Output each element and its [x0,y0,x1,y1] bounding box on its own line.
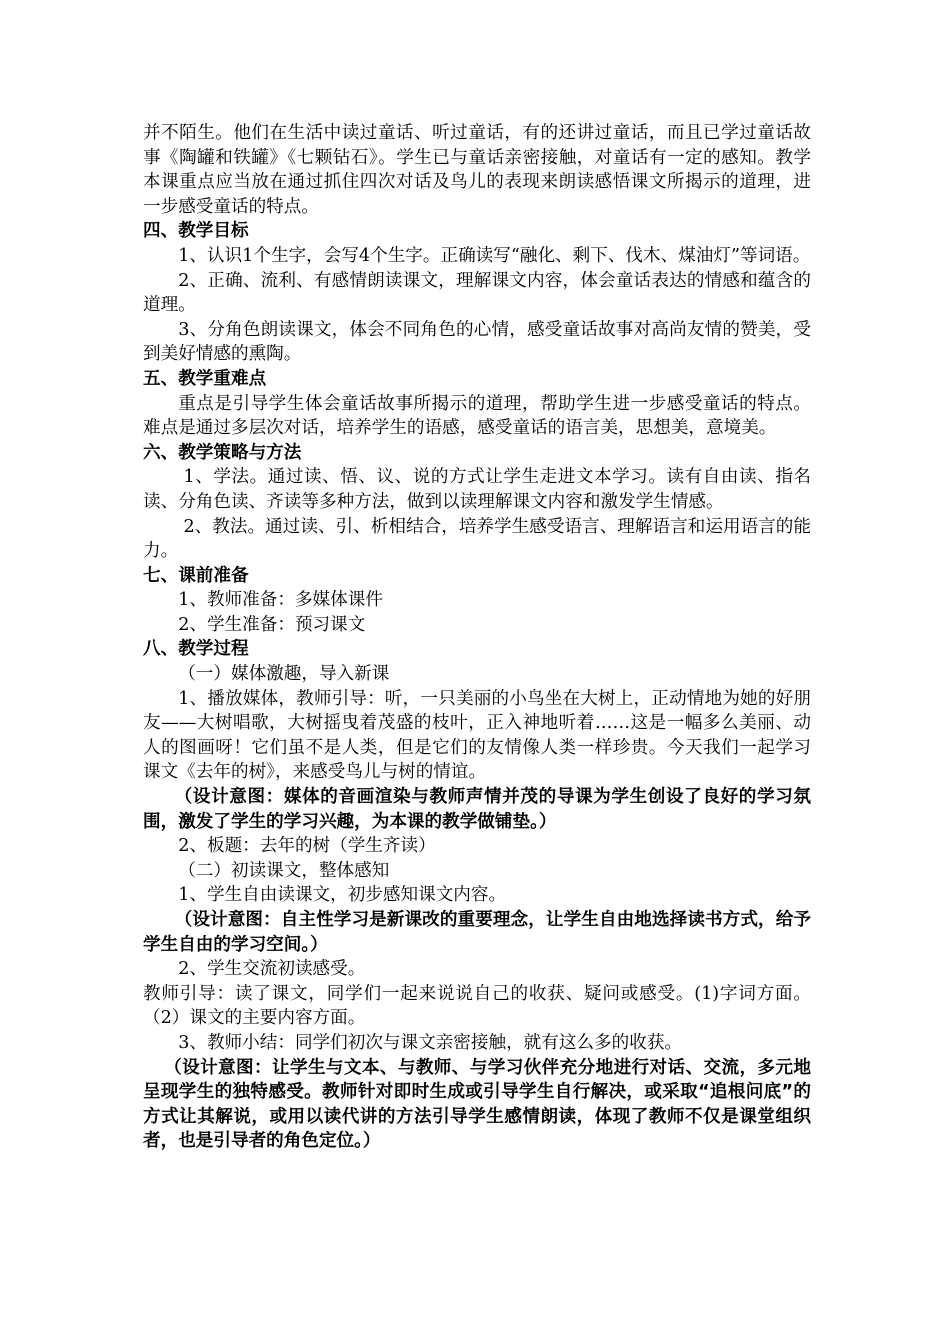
paragraph-goal-1: 1、认识1个生字，会写4个生字。正确读写“融化、剩下、伐木、煤油灯”等词语。 [178,245,811,266]
paragraph-step-2-title: （二）初读课文，整体感知 [178,860,390,881]
heading-key-points: 五、教学重难点 [143,368,267,389]
paragraph-key-points: 重点是引导学生体会童话故事所揭示的道理，帮助学生进一步感受童话的特点。难点是通过多层次对话，培养学生的语感，感受童话的语言美，思想美，意境美。 [143,393,811,439]
heading-strategies: 六、教学策略与方法 [143,442,302,463]
heading-teaching-goals: 四、教学目标 [143,221,249,242]
heading-preparation: 七、课前准备 [143,565,249,586]
paragraph-board-title: 2、板题：去年的树（学生齐读） [178,836,436,857]
paragraph-share-feelings: 2、学生交流初读感受。 [178,959,366,980]
paragraph-step-1-title: （一）媒体激趣，导入新课 [178,664,390,685]
document-page [143,121,811,1154]
paragraph-teacher-summary: 3、教师小结：同学们初次与课文亲密接触，就有这么多的收获。 [178,1032,683,1053]
paragraph-goal-3: 3、分角色朗读课文，体会不同角色的心情，感受童话故事对高尚友情的赞美，受到美好情感的熏陶。 [143,319,811,365]
paragraph-intro: 并不陌生。他们在生活中读过童话、听过童话，有的还讲过童话，而且已学过童话故事《陶罐和铁罐》《七颗钻石》。学生已与童话亲密接触，对童话有一定的感知。教学本课重点应当放在通过抓住四次对话及鸟儿的表现来朗读感悟课文所揭示的道理，进一步感受童话的特点。 [143,123,811,217]
paragraph-step-1-media: 1、播放媒体，教师引导：听，一只美丽的小鸟坐在大树上，正动情地为她的好朋友——大树唱歌，大树摇曳着茂盛的枝叶，正入神地听着……这是一幅多么美丽、动人的图画呀！它们虽不是人类，但是它们的友情像人类一样珍贵。今天我们一起学习课文《去年的树》，来感受鸟儿与树的情谊。 [143,688,811,783]
paragraph-goal-2: 2、正确、流利、有感情朗读课文，理解课文内容，体会童话表达的情感和蕴含的道理。 [143,270,811,316]
design-intent-2: （设计意图：自主性学习是新课改的重要理念，让学生自由地选择读书方式，给予学生自由的学习空间。） [143,910,811,955]
heading-process: 八、教学过程 [143,639,249,660]
paragraph-teacher-prep: 1、教师准备：多媒体课件 [178,590,383,611]
paragraph-student-prep: 2、学生准备：预习课文 [178,614,366,635]
design-intent-3: （设计意图：让学生与文本、与教师、与学习伙伴充分地进行对话、交流，多元地呈现学生的独特感受。教师针对即时生成或引导学生自行解决，或采取“追根问底”的方式让其解说，或用以读代讲的方法引导学生感情朗读，体现了教师不仅是课堂组织者，也是引导者的角色定位。） [143,1057,811,1152]
design-intent-1: （设计意图：媒体的音画渲染与教师声情并茂的导课为学生创设了良好的学习氛围，激发了学生的学习兴趣，为本课的教学做铺垫。） [143,787,811,832]
paragraph-teacher-guide: 教师引导：读了课文，同学们一起来说说自己的收获、疑问或感受。(1)字词方面。（2）课文的主要内容方面。 [143,983,811,1029]
paragraph-learning-method: 1、学法。通过读、悟、议、说的方式让学生走进文本学习。读有自由读、指名读、分角色读、齐读等多种方法，做到以读理解课文内容和激发学生情感。 [143,467,811,512]
paragraph-teaching-method: 2、教法。通过读、引、析相结合，培养学生感受语言、理解语言和运用语言的能力。 [143,516,811,562]
paragraph-free-reading: 1、学生自由读课文，初步感知课文内容。 [178,885,507,906]
